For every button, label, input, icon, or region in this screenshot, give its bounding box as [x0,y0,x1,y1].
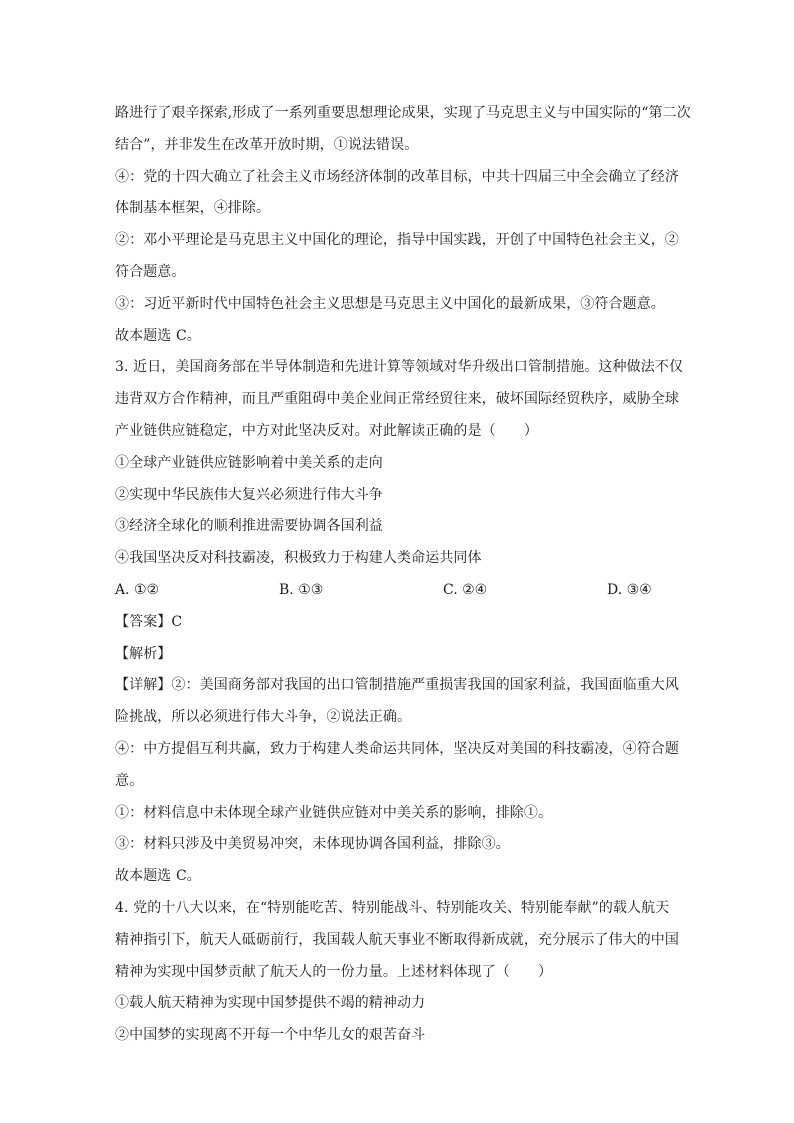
text-line: 符合题意。 [115,263,186,280]
text-line: ②：邓小平理论是马克思主义中国化的理论，指导中国实践，开创了中国特色社会主义，② [115,232,679,249]
question-3-statement: ④我国坚决反对科技霸凌，积极致力于构建人类命运共同体 [115,550,482,567]
detail-line: 【详解】②：美国商务部对我国的出口管制措施严重损害我国的国家利益，我国面临重大风 [115,677,679,694]
question-3-options [115,575,675,607]
text-line: ③：习近平新时代中国特色社会主义思想是马克思主义中国化的最新成果，③符合题意。 [115,295,665,312]
question-3-stem: 产业链供应链稳定，中方对此坚决反对。对此解读正确的是（ ） [115,422,538,439]
text-line: 结合”，并非发生在改革开放时期，①说法错误。 [115,136,419,153]
option-a: A. ①② [115,581,160,598]
question-4-statement: ①载人航天精神为实现中国梦提供不竭的精神动力 [115,995,426,1012]
question-4-statement: ②中国梦的实现离不开每一个中华儿女的艰苦奋斗 [115,1027,426,1044]
question-3-statement: ①全球产业链供应链影响着中美关系的走向 [115,454,383,471]
text-line: ④：党的十四大确立了社会主义市场经济体制的改革目标，中共十四届三中全会确立了经济 [115,168,679,185]
question-3-stem: 违背双方合作精神，而且严重阻碍中美企业间正常经贸往来，破坏国际经贸秩序，威胁全球 [115,391,679,408]
detail-line: ③：材料只涉及中美贸易冲突，未体现协调各国利益，排除③。 [115,836,510,853]
detail-line: 险挑战，所以必须进行伟大斗争，②说法正确。 [115,709,412,726]
answer-line: 【答案】C [115,613,183,630]
option-d: D. ③④ [607,581,652,598]
text-line: 路进行了艰辛探索,形成了一系列重要思想理论成果，实现了马克思主义与中国实际的“第二次 [115,105,691,121]
conclusion-line: 故本题选 C。 [115,327,201,344]
detail-line: ①：材料信息中未体现全球产业链供应链对中美关系的影响，排除①。 [115,804,553,821]
text-line: 体制基本框架，④排除。 [115,200,271,217]
document-body [115,98,691,1052]
option-b: B. ①③ [279,581,324,598]
question-3-stem: 3. 近日，美国商务部在半导体制造和先进计算等领域对华升级出口管制措施。这种做法不仅 [115,359,684,376]
detail-line: 意。 [115,772,144,789]
analysis-heading: 【解析】 [115,645,172,662]
question-3-statement: ②实现中华民族伟大复兴必须进行伟大斗争 [115,486,383,503]
conclusion-line: 故本题选 C。 [115,868,201,885]
question-4-stem: 精神指引下，航天人砥砺前行，我国载人航天事业不断取得新成就，充分展示了伟大的中国 [115,931,679,948]
question-3-statement: ③经济全球化的顺利推进需要协调各国利益 [115,518,383,535]
question-4-stem: 精神为实现中国梦贡献了航天人的一份力量。上述材料体现了（ ） [115,963,553,980]
option-c: C. ②④ [443,581,488,598]
question-4-stem: 4. 党的十八大以来，在“特别能吃苦、特别能战斗、特别能攻关、特别能奉献”的载人航天 [115,899,670,916]
detail-line: ④：中方提倡互利共赢，致力于构建人类命运共同体，坚决反对美国的科技霸凌，④符合题 [115,740,679,757]
